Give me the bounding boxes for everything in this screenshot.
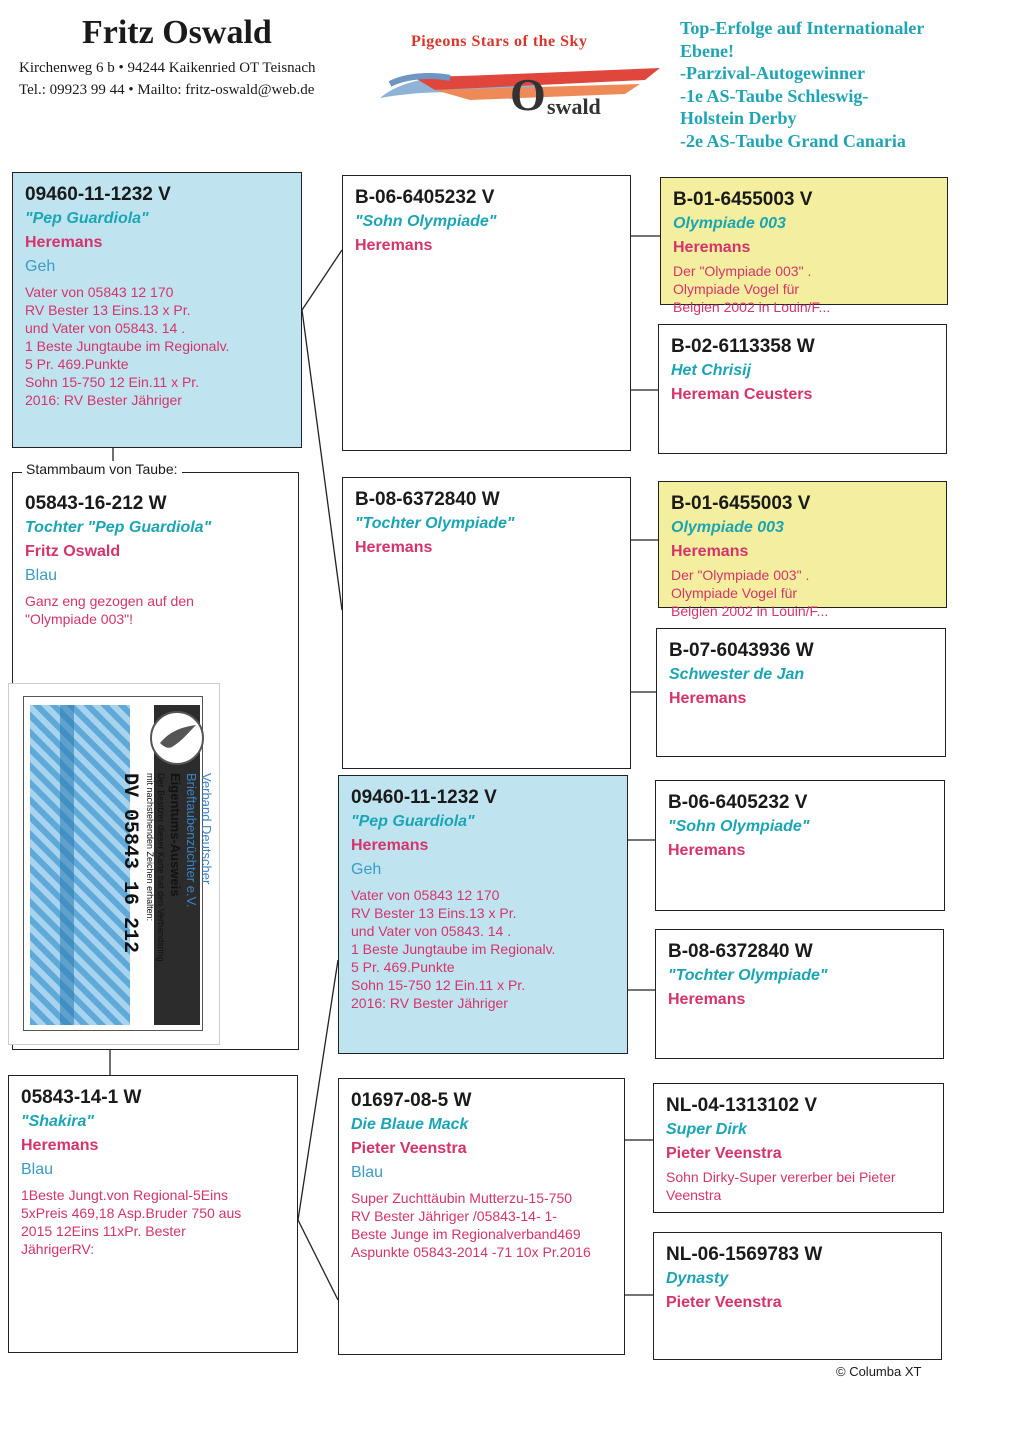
pigeon-name: Schwester de Jan [669,666,805,683]
ring-number: B-06-6405232 V [668,792,808,813]
pigeon-name: Olympiade 003 [671,519,784,536]
pedigree-box-ffm [658,324,947,454]
pedigree-box-mm [338,1078,625,1355]
pedigree-box-fmm [656,628,946,757]
ring-number: B-08-6372840 W [355,489,500,510]
pigeon-info: Sohn Dirky-Super vererber bei Pieter Veenstra [666,1169,896,1203]
card-text-rotated [114,773,214,1023]
logo [375,28,665,128]
breeder: Heremans [669,690,747,707]
breeder: Pieter Veenstra [666,1294,782,1311]
ownership-card [8,683,220,1045]
pigeon-info: Ganz eng gezogen auf den "Olympiade 003"! [25,593,194,627]
connector-mother-mf [298,960,338,1220]
pigeon-name: "Sohn Olympiade" [355,213,497,230]
breeder-address: Kirchenweg 6 b • 94244 Kaikenried OT Teisnach [19,60,316,76]
breeder-contact: Tel.: 09923 99 44 • Mailto: fritz-oswald@web.de [19,82,315,98]
ring-number: 05843-16-212 W [25,493,167,514]
ring-number: 01697-08-5 W [351,1090,472,1111]
feather-color: Blau [21,1161,54,1178]
pigeon-name: "Shakira" [21,1113,94,1130]
copyright: © Columba XT [836,1364,922,1379]
feather-color: Blau [25,567,58,584]
ring-number: 09460-11-1232 V [25,184,171,205]
ring-number: B-01-6455003 V [671,493,811,514]
pigeon-info: Vater von 05843 12 170 RV Bester 13 Eins.13 x Pr. und Vater von 05843. 14 . 1 Beste Jungtaube im Regionalv. 5 Pr. 469.Punkte Sohn 15-750 12 Ein.11 x Pr. 2016: RV Bester Jähriger [351,887,556,1011]
breeder: Heremans [668,842,746,859]
breeder: Hereman Ceusters [671,386,813,403]
pigeon-name: "Pep Guardiola" [351,813,475,830]
pigeon-info: Super Zuchttäubin Mutterzu-15-750 RV Bester Jähriger /05843-14- 1- Beste Junge im Regionalverband469 Aspunkte 05843-2014 -71 10x Pr.2016 [351,1190,591,1260]
breeder: Heremans [673,239,751,256]
ring-number: 09460-11-1232 V [351,787,497,808]
pedigree-box-mmm [653,1232,942,1360]
pedigree-box-father [12,172,302,448]
subject-caption: Stammbaum von Taube: [22,461,182,477]
breeder: Heremans [671,543,749,560]
ring-number: 05843-14-1 W [21,1087,142,1108]
pigeon-name: "Tochter Olympiade" [355,515,515,532]
pigeon-name: Dynasty [666,1270,729,1287]
pigeon-name: "Tochter Olympiade" [668,967,828,984]
ring-number: NL-06-1569783 W [666,1244,823,1265]
card-org: Verband Deutscher Brieftaubenzüchter e.V. [184,773,214,908]
connector-mother-mm [298,1220,338,1300]
ring-number: B-07-6043936 W [669,640,814,661]
ring-number: B-06-6405232 V [355,187,495,208]
pigeon-info: 1Beste Jungt.von Regional-5Eins 5xPreis 469,18 Asp.Bruder 750 aus 2015 12Eins 11xPr. Bester JährigerRV: [21,1187,242,1257]
card-text: Der Besitzer dieser Karte hat den Verbandsring mit nachstehenden Zeichen erhalten: [145,773,166,962]
card-ring: DV 05843 16 212 [118,773,141,954]
pedigree-box-fff [660,177,948,315]
feather-color: Blau [351,1164,384,1181]
pedigree-box-mff [655,780,945,911]
pigeon-info: Vater von 05843 12 170 RV Bester 13 Eins.13 x Pr. und Vater von 05843. 14 . 1 Beste Jungtaube im Regionalv. 5 Pr. 469.Punkte Sohn 15-750 12 Ein.11 x Pr. 2016: RV Bester Jähriger [25,284,230,408]
pedigree-box-mother [8,1075,298,1353]
pedigree-box-mf [338,775,628,1054]
breeder-name: Fritz Oswald [82,14,272,51]
pedigree-box-fm [342,477,631,769]
achievements: Top-Erfolge auf Internationaler Ebene! -Parzival-Autogewinner -1e AS-Taube Schleswig- Holstein Derby -2e AS-Taube Grand Canaria [680,18,925,151]
pedigree-box-fmf [658,481,947,619]
connector-father-ff [302,250,342,310]
breeder: Heremans [355,237,433,254]
pigeon-name: Het Chrisij [671,362,752,379]
logo-initial: O [510,69,546,120]
pedigree-box-ff [342,175,631,451]
pedigree-box-mfm [655,929,944,1059]
pigeon-name: Die Blaue Mack [351,1116,469,1133]
ring-number: B-02-6113358 W [671,336,815,357]
breeder: Heremans [355,539,433,556]
pedigree-box-mmf [653,1083,944,1213]
pigeon-name: "Sohn Olympiade" [668,818,810,835]
breeder: Fritz Oswald [25,543,121,560]
pigeon-name: Tochter "Pep Guardiola" [25,519,212,536]
ring-number: B-08-6372840 W [668,941,813,962]
card-title: Eigentums-Ausweis [168,773,183,897]
pigeon-name: "Pep Guardiola" [25,210,149,227]
feather-color: Geh [351,861,382,878]
breeder: Heremans [668,991,746,1008]
connector-father-fm [302,310,342,610]
pigeon-name: Olympiade 003 [673,215,786,232]
card-bird-emblem-icon [150,711,204,765]
pigeon-info: Der "Olympiade 003" . Olympiade Vogel für Belgien 2002 in Louin/F... [671,567,829,619]
pigeon-name: Super Dirk [666,1121,747,1138]
breeder: Pieter Veenstra [666,1145,782,1162]
breeder: Pieter Veenstra [351,1140,467,1157]
ring-number: NL-04-1313102 V [666,1095,818,1116]
breeder: Heremans [25,234,103,251]
ring-number: B-01-6455003 V [673,189,813,210]
feather-color: Geh [25,258,56,275]
logo-banner-text: Pigeons Stars of the Sky [411,33,588,50]
logo-word: swald [547,94,601,119]
pigeon-info: Der "Olympiade 003" . Olympiade Vogel für Belgien 2002 in Louin/F... [673,263,831,315]
breeder: Heremans [21,1137,99,1154]
breeder: Heremans [351,837,429,854]
